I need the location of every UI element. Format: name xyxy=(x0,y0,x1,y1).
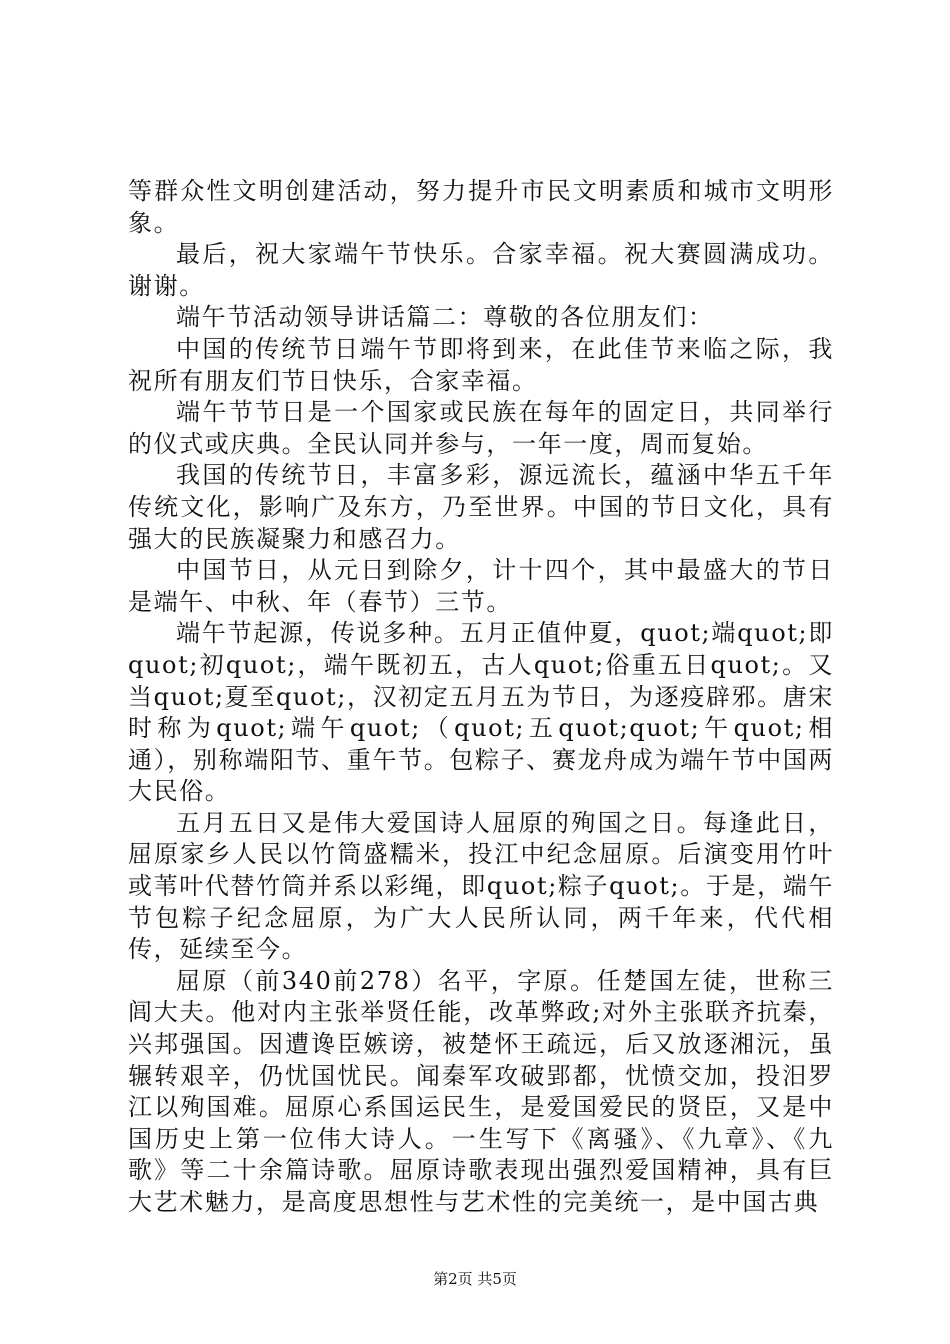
paragraph-9: 五月五日又是伟大爱国诗人屈原的殉国之日。每逢此日，屈原家乡人民以竹筒盛糯米，投江中纪念屈原。后演变用竹叶或苇叶代替竹筒并系以彩绳，即quot;粽子quot;。于是，端午节包粽子纪念屈原，为广大人民所认同，两千年来，代代相传，延续至今。 xyxy=(128,808,834,964)
paragraph-5: 端午节节日是一个国家或民族在每年的固定日，共同举行的仪式或庆典。全民认同并参与，一年一度，周而复始。 xyxy=(128,398,834,458)
paragraph-8: 端午节起源，传说多种。五月正值仲夏，quot;端quot;即quot;初quot;，端午既初五，古人quot;俗重五日quot;。又当quot;夏至quot;，汉初定五月五为节日，为逐疫辟邪。唐宋时称为quot;端午quot;（quot;五quot;quot;午quot;相通），别称端阳节、重午节。包粽子、赛龙舟成为端午节中国两大民俗。 xyxy=(128,619,834,806)
paragraph-2: 最后，祝大家端午节快乐。合家幸福。祝大赛圆满成功。谢谢。 xyxy=(128,240,834,300)
paragraph-1: 等群众性文明创建活动，努力提升市民文明素质和城市文明形象。 xyxy=(128,177,834,237)
paragraph-7: 中国节日，从元日到除夕，计十四个，其中最盛大的节日是端午、中秋、年（春节）三节。 xyxy=(128,556,834,616)
section-heading: 端午节活动领导讲话篇二：尊敬的各位朋友们： xyxy=(176,303,714,332)
paragraph-6: 我国的传统节日，丰富多彩，源远流长，蕴涵中华五千年传统文化，影响广及东方，乃至世界。中国的节日文化，具有强大的民族凝聚力和感召力。 xyxy=(128,461,834,553)
paragraph-10: 屈原（前340前278）名平，字原。任楚国左徒，世称三闾大夫。他对内主张举贤任能，改革弊政;对外主张联齐抗秦，兴邦强国。因遭谗臣嫉谤，被楚怀王疏远，后又放逐湘沅，虽辗转艰辛，仍忧国忧民。闻秦军攻破郢都，忧愤交加，投汨罗江以殉国难。屈原心系国运民生，是爱国爱民的贤臣，又是中国历史上第一位伟大诗人。一生写下《离骚》、《九章》、《九歌》等二十余篇诗歌。屈原诗歌表现出强烈爱国精神，具有巨大艺术魅力，是高度思想性与艺术性的完美统一，是中国古典 xyxy=(128,966,834,1216)
body-text xyxy=(128,176,834,1219)
paragraph-4: 中国的传统节日端午节即将到来，在此佳节来临之际，我祝所有朋友们节日快乐，合家幸福。 xyxy=(128,334,834,395)
page-number-footer: 第2页 共5页 xyxy=(433,1270,517,1288)
